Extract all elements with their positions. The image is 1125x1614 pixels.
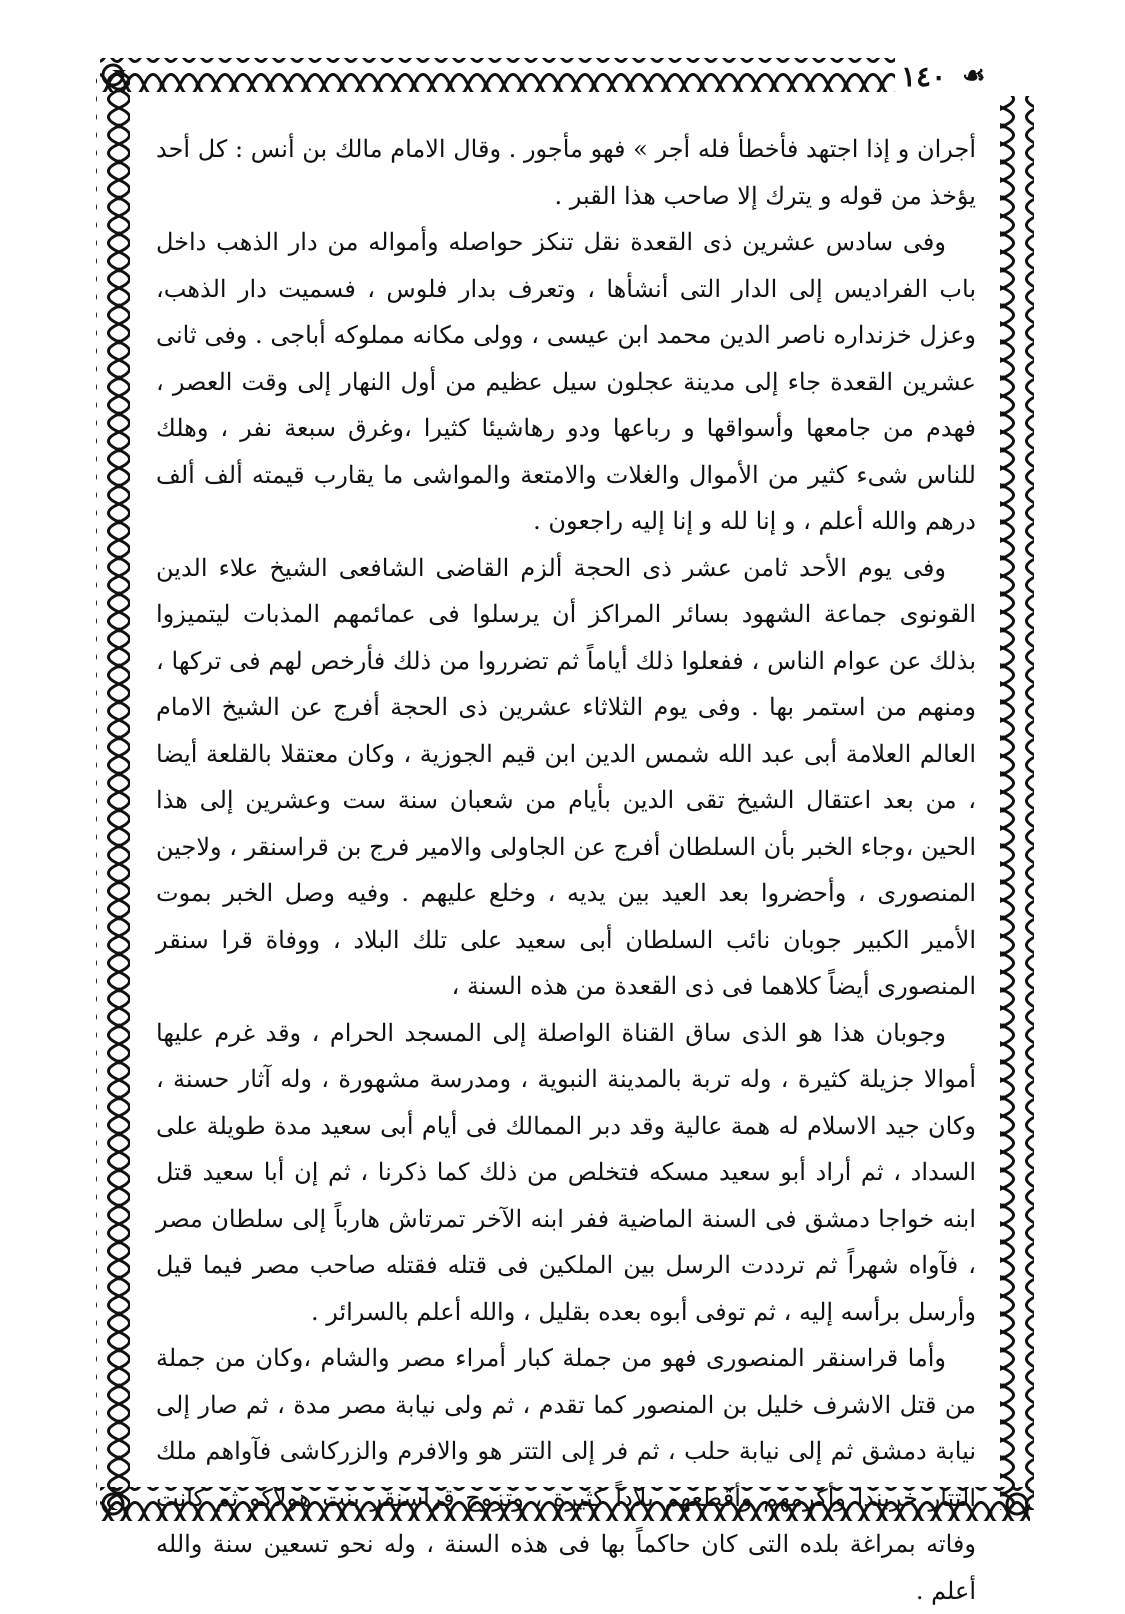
body-text [156, 126, 976, 1614]
paragraph: وأما قراسنقر المنصورى فهو من جملة كبار أمراء مصر والشام ،وكان من جملة من قتل الاشرف خليل بن المنصور كما تقدم ، ثم ولى نيابة مصر مدة ، ثم صار إلى نيابة دمشق ثم إلى نيابة حلب ، ثم فر إلى التتر هو والافرم والزركاشى فآواهم ملك التتار خربندا وأكرمهم وأقطعهم بلاداً كثيرة ، وتزوج قراسنقر بنت هولاكو ثم كانت وفاته بمراغة بلده التى كان حاكماً بها فى هذه السنة ، وله نحو تسعين سنة والله أعلم . [156, 1344, 976, 1605]
border-left [96, 70, 130, 1510]
border-right [1000, 70, 1034, 1510]
border-top [100, 58, 1030, 92]
paragraph: وفى سادس عشرين ذى القعدة نقل تنكز حواصله وأمواله من دار الذهب داخل باب الفراديس إلى الدار التى أنشأها ، وتعرف بدار فلوس ، فسميت دار الذهب، وعزل خزنداره ناصر الدين محمد ابن عيسى ، وولى مكانه مملوكه أباجى . وفى ثانى عشرين القعدة جاء إلى مدينة عجلون سيل عظيم من أول النهار إلى وقت العصر ، فهدم من جامعها وأسواقها و رباعها ودو رهاشيئا كثيرا ،وغرق سبعة نفر ، وهلك للناس شىء كثير من الأموال والغلات والامتعة والمواشى ما يقارب قيمته ألف ألف درهم والله أعلم ، و إنا لله و إنا إليه راجعون . [156, 228, 976, 535]
paragraph: وفى يوم الأحد ثامن عشر ذى الحجة ألزم القاضى الشافعى الشيخ علاء الدين القونوى جماعة الشهود بسائر المراكز أن يرسلوا فى عمائمهم المذبات ليتميزوا بذلك عن عوام الناس ، ففعلوا ذلك أياماً ثم تضرروا من ذلك فأرخص لهم فى تركها ، ومنهم من استمر بها . وفى يوم الثلاثاء عشرين ذى الحجة أفرج عن الشيخ الامام العالم العلامة أبى عبد الله شمس الدين ابن قيم الجوزية ، وكان معتقلا بالقلعة أيضا ، من بعد اعتقال الشيخ تقى الدين بأيام من شعبان سنة ست وعشرين إلى هذا الحين ،وجاء الخبر بأن السلطان أفرج عن الجاولى والامير فرج بن قراسنقر ، ولاجين المنصورى ، وأحضروا بعد العيد بين يديه ، وخلع عليهم . وفيه وصل الخبر بموت الأمير الكبير جوبان نائب السلطان أبى سعيد على تلك البلاد ، ووفاة قرا سنقر المنصورى أيضاً كلاهما فى ذى القعدة من هذه السنة ، [156, 553, 977, 1000]
ornament-icon: ☙ [962, 61, 986, 91]
page-number: ١٤٠ [901, 59, 947, 93]
paragraph: أجران و إذا اجتهد فأخطأ فله أجر » فهو مأجور . وقال الامام مالك بن أنس : كل أحد يؤخذ من قوله و يترك إلا صاحب هذا القبر . [156, 135, 976, 210]
paragraph: وجوبان هذا هو الذى ساق القناة الواصلة إلى المسجد الحرام ، وقد غرم عليها أموالا جزيلة كثيرة ، وله تربة بالمدينة النبوية ، ومدرسة مشهورة ، وله آثار حسنة ، وكان جيد الاسلام له همة عالية وقد دبر الممالك فى أيام أبى سعيد مدة طويلة على السداد ، ثم أراد أبو سعيد مسكه فتخلص من ذلك كما ذكرنا ، ثم إن أبا سعيد قتل ابنه خواجا دمشق فى السنة الماضية ففر ابنه الآخر تمرتاش هارباً إلى سلطان مصر ، فآواه شهراً ثم ترددت الرسل بين الملكين فى قتله فقتله صاحب مصر فيما قيل وأرسل برأسه إليه ، ثم توفى أبوه بعده بقليل ، والله أعلم بالسرائر . [156, 1018, 976, 1326]
page-number-box [895, 56, 1045, 96]
